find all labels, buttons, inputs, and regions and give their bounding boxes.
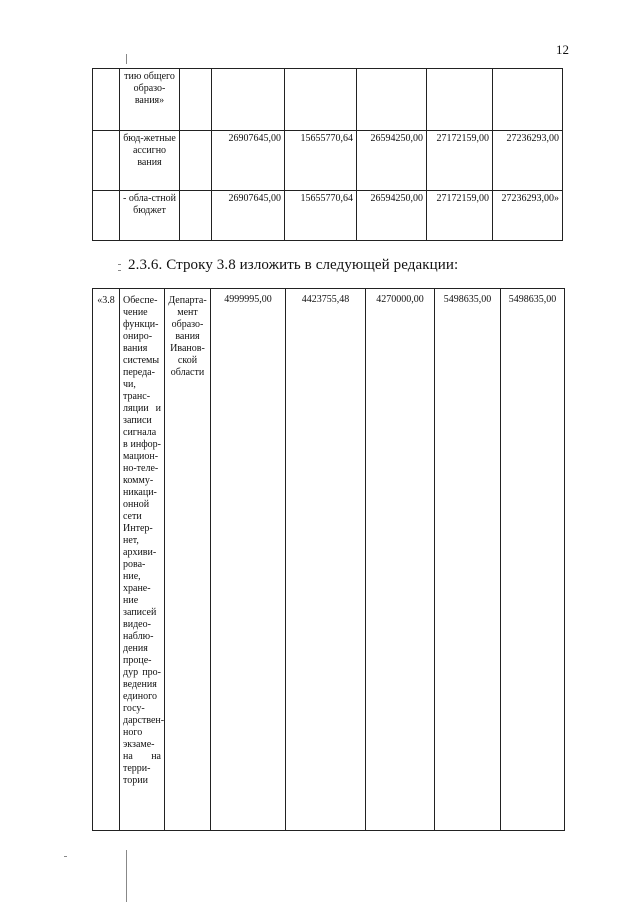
value-cell: 27172159,00 — [427, 191, 493, 241]
row-label: - обла-стной бюджет — [120, 191, 180, 241]
executor: Департа-мент образо-вания Иванов-ской области — [165, 289, 211, 831]
value-cell: 27172159,00 — [427, 131, 493, 191]
table-cell — [180, 69, 212, 131]
value-cell — [212, 69, 285, 131]
value-cell: 27236293,00» — [493, 191, 563, 241]
table-cell — [180, 131, 212, 191]
value-cell: 26594250,00 — [357, 131, 427, 191]
table-row — [93, 191, 563, 241]
margin-tick — [118, 264, 121, 265]
value-cell — [357, 69, 427, 131]
value-cell: 15655770,64 — [285, 191, 357, 241]
value-cell: 26907645,00 — [212, 191, 285, 241]
budget-table-continued — [92, 68, 563, 241]
page-number: 12 — [556, 42, 569, 57]
budget-table-row-3-8 — [92, 288, 565, 831]
value-cell: 27236293,00 — [493, 131, 563, 191]
value-cell: 5498635,00 — [501, 289, 565, 831]
table-row — [93, 289, 565, 831]
row-label: бюд-жетные ассигно вания — [120, 131, 180, 191]
row-number: «3.8 — [93, 289, 120, 831]
table-cell — [93, 191, 120, 241]
value-cell: 26594250,00 — [357, 191, 427, 241]
margin-tick — [118, 270, 121, 271]
margin-mark-top — [126, 54, 127, 64]
margin-mark-bottom — [126, 850, 127, 902]
table-cell — [93, 69, 120, 131]
value-cell: 4999995,00 — [211, 289, 286, 831]
measure-name: Обеспе-чение функци-ониро-вания системы переда-чи, транс-ляции и записи сигнала в инфор-мацион-но-теле-комму-никаци-онной сети Интер-нет, архиви-рова-ние, хране-ние записей видео-наблю-дения проце-дур про-ведения единого госу-дарствен-ного экзаме-на на терри-тории — [120, 289, 165, 831]
table-row — [93, 69, 563, 131]
table-row — [93, 131, 563, 191]
value-cell — [285, 69, 357, 131]
amendment-instruction: 2.3.6. Строку 3.8 изложить в следующей редакции: — [128, 257, 459, 273]
value-cell: 4270000,00 — [366, 289, 435, 831]
value-cell — [427, 69, 493, 131]
row-label: тию общего образо-вания» — [120, 69, 180, 131]
table-cell — [93, 131, 120, 191]
margin-tick — [64, 856, 67, 857]
value-cell: 5498635,00 — [435, 289, 501, 831]
value-cell: 26907645,00 — [212, 131, 285, 191]
value-cell — [493, 69, 563, 131]
value-cell: 15655770,64 — [285, 131, 357, 191]
value-cell: 4423755,48 — [286, 289, 366, 831]
table-cell — [180, 191, 212, 241]
